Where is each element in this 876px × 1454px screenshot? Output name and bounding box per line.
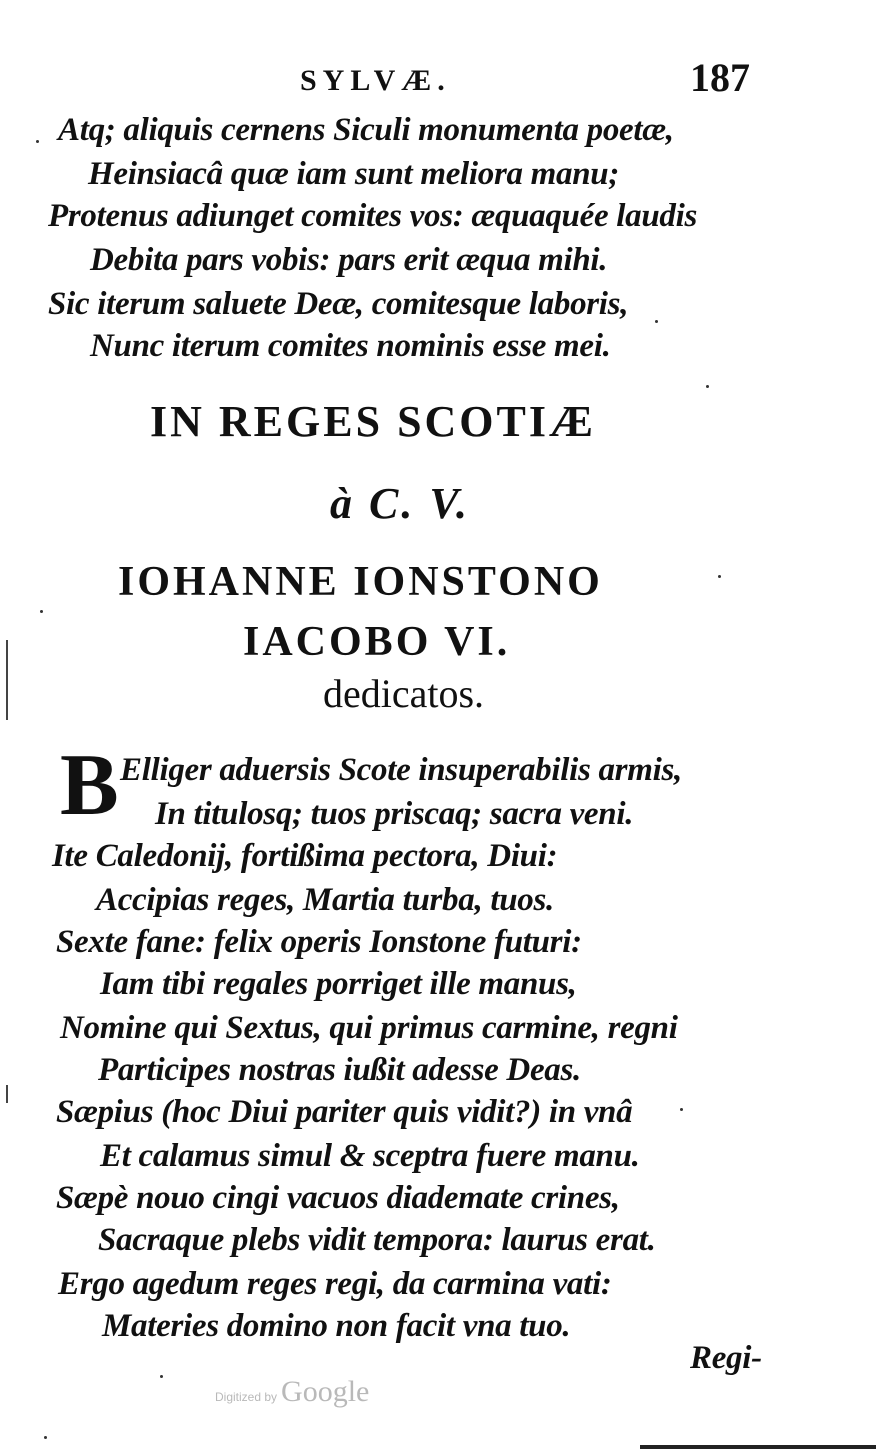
verse-line: Sic iterum saluete Deæ, comitesque laboris,	[48, 286, 629, 322]
google-logo-text: Google	[281, 1375, 370, 1408]
bottom-edge-shadow	[640, 1445, 876, 1449]
verse-line: Protenus adiunget comites vos: æquaquée laudis	[48, 198, 697, 234]
drop-cap: B	[60, 737, 119, 834]
title-line-4: IACOBO VI.	[243, 619, 511, 665]
poem-line: Materies domino non facit vna tuo.	[102, 1308, 571, 1344]
poem-line: Ite Caledonij, fortißima pectora, Diui:	[52, 838, 558, 874]
ink-speck	[680, 1108, 683, 1111]
poem-line: Iam tibi regales porriget ille manus,	[100, 966, 577, 1002]
ink-speck	[160, 1375, 163, 1378]
poem-line: Sæpius (hoc Diui pariter quis vidit?) in vnâ	[56, 1094, 633, 1130]
catchword: Regi-	[690, 1340, 762, 1376]
poem-line: Participes nostras iußit adesse Deas.	[98, 1052, 581, 1088]
title-line-3: IOHANNE IONSTONO	[118, 559, 603, 605]
poem-line: Nomine qui Sextus, qui primus carmine, regni	[60, 1010, 678, 1046]
title-line-1: IN REGES SCOTIÆ	[150, 397, 597, 446]
verse-line: Heinsiacâ quæ iam sunt meliora manu;	[88, 156, 620, 192]
ink-speck	[706, 385, 709, 388]
poem-line: In titulosq; tuos priscaq; sacra veni.	[155, 796, 634, 832]
poem-line: Sæpè nouo cingi vacuos diademate crines,	[56, 1180, 620, 1216]
verse-line: Atq; aliquis cernens Siculi monumenta poetæ,	[58, 112, 674, 148]
margin-mark	[6, 1085, 8, 1103]
poem-line: Accipias reges, Martia turba, tuos.	[96, 882, 554, 918]
ink-speck	[36, 140, 39, 143]
poem-line: Et calamus simul & sceptra fuere manu.	[100, 1138, 640, 1174]
poem-line: Elliger aduersis Scote insuperabilis armis,	[120, 752, 682, 788]
verse-line: Nunc iterum comites nominis esse mei.	[90, 328, 611, 364]
watermark	[215, 1375, 369, 1409]
title-line-5: dedicatos.	[323, 671, 485, 716]
ink-speck	[44, 1436, 47, 1439]
page-number: 187	[690, 55, 750, 100]
margin-mark	[6, 640, 8, 720]
title-line-2: à C. V.	[330, 479, 471, 528]
poem-line: Sexte fane: felix operis Ionstone futuri:	[56, 924, 582, 960]
ink-speck	[655, 320, 658, 323]
ink-speck	[718, 575, 721, 578]
watermark-prefix: Digitized by	[215, 1390, 278, 1404]
ink-speck	[40, 610, 43, 613]
verse-line: Debita pars vobis: pars erit æqua mihi.	[90, 242, 608, 278]
running-head: SYLVÆ.	[300, 64, 451, 97]
poem-line: Sacraque plebs vidit tempora: laurus erat.	[98, 1222, 656, 1258]
poem-line: Ergo agedum reges regi, da carmina vati:	[58, 1266, 612, 1302]
